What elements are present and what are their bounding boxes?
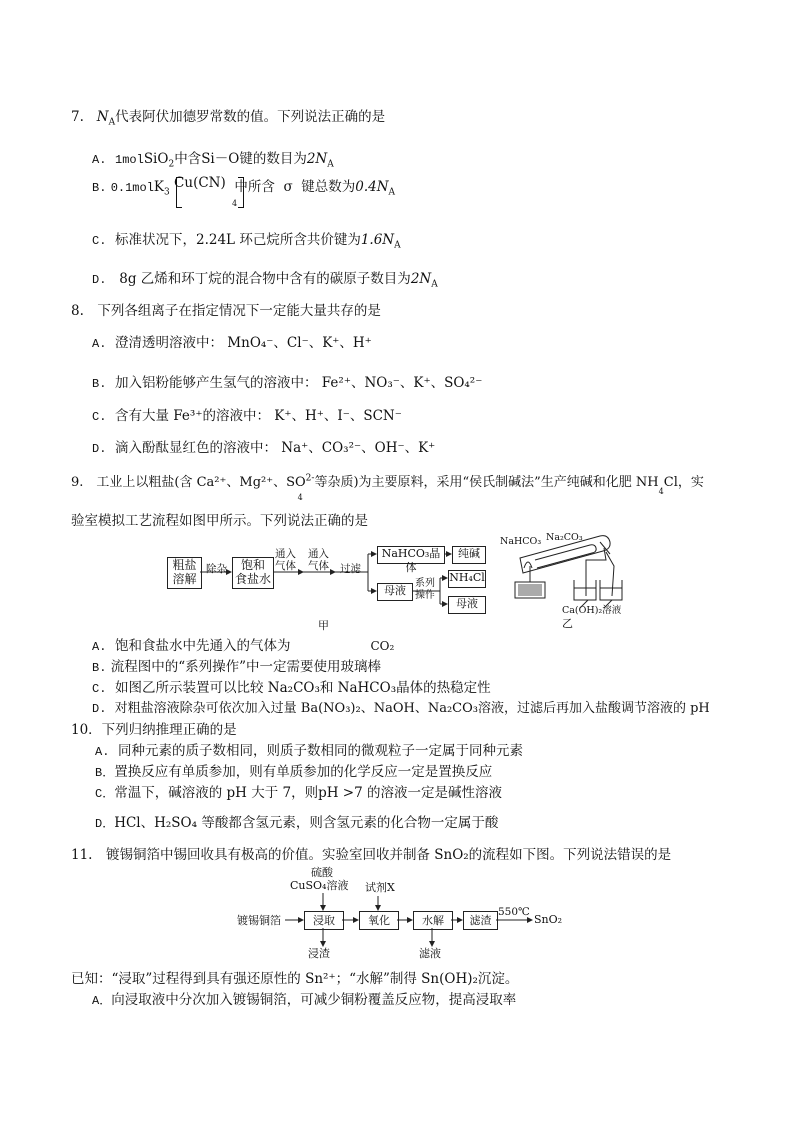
q8-option-b: B. 加入铝粉能够产生氢气的溶液中： Fe²⁺、NO₃⁻、K⁺、SO₄²⁻: [92, 375, 483, 391]
q9-option-a: A. 饱和食盐水中先通入的气体为 CO₂: [92, 638, 395, 654]
label-gas-1: 通入 气体: [275, 548, 296, 572]
label-reagent-x: 试剂X: [365, 881, 395, 894]
q9-stem-line1: 9. 工业上以粗盐(含 Ca²⁺、Mg²⁺、$SO^{2-}$ 4 等杂质)为主要原料，采用“侯氏制碱法”生产纯碱和化肥 $NH_4Cl$，实: [71, 473, 704, 502]
q11-option-a: A．向浸取液中分次加入镀锡铜箔，可减少铜粉覆盖反应物，提高浸取率: [92, 992, 517, 1008]
box-mother-liquor-2: 母液: [448, 596, 486, 614]
q9-option-b: B. 流程图中的“系列操作”中一定需要使用玻璃棒: [92, 659, 382, 675]
label-temp: 550℃: [498, 906, 530, 918]
q7-option-d: D. 8g 乙烯和环丁烷的混合物中含有的碳原子数目为$2N_A$: [92, 271, 438, 290]
label-nahco3: NaHCO₃: [500, 536, 542, 547]
q9-stem-line2: 验室模拟工艺流程如图甲所示。下列说法正确的是: [71, 513, 368, 529]
box-mother-liquor: 母液: [377, 583, 413, 601]
label-na2co3: Na₂CO₃: [546, 532, 583, 543]
label-cuso4: CuSO₄溶液: [290, 879, 349, 892]
box-hydrolysis: 水解: [413, 911, 453, 930]
box-nh4cl: NH₄Cl: [448, 570, 486, 588]
box-nahco3: NaHCO₃晶体: [377, 546, 445, 564]
q8-option-d: D. 滴入酚酞显红色的溶液中： Na⁺、CO₃²⁻、OH⁻、K⁺: [92, 440, 436, 456]
q8-stem: 8. 下列各组离子在指定情况下一定能大量共存的是: [71, 303, 381, 319]
box-crude-salt: 粗盐 溶解: [167, 557, 202, 589]
q8-option-c: C. 含有大量 Fe³⁺的溶液中： K⁺、H⁺、I⁻、SCN⁻: [92, 408, 402, 424]
q10-option-a: A. 同种元素的质子数相同，则质子数相同的微观粒子一定属于同种元素: [95, 743, 523, 759]
label-gas-2: 通入 气体: [308, 548, 329, 572]
box-soda: 纯碱: [452, 546, 486, 564]
label-sulfuric-acid: 硫酸: [311, 866, 333, 879]
q7-option-c: C. 标准状况下，2.24L 环己烷所含共价键为$1.6N_A$: [92, 232, 401, 251]
label-product-sno2: SnO₂: [534, 913, 563, 926]
label-filtrate: 滤液: [419, 947, 441, 960]
q9-option-c: C. 如图乙所示装置可以比较 Na₂CO₃和 NaHCO₃晶体的热稳定性: [92, 680, 491, 696]
q11-stem: 11. 镀锡铜箔中锡回收具有极高的价值。实验室回收并制备 SnO₂的流程如下图。下列说法错误的是: [71, 847, 672, 863]
box-leach: 浸取: [304, 911, 344, 930]
q7-option-b: B. 0.1molK$_3$ Cu(CN) 中所含 σ 键总数为$0.4N_A$: [92, 175, 396, 198]
q10-option-b: B．置换反应有单质参加，则有单质参加的化学反应一定是置换反应: [95, 764, 493, 780]
label-leach-residue: 浸渣: [308, 947, 330, 960]
label-remove-impurity: 除杂: [206, 563, 227, 575]
box-saturated-brine: 饱和 食盐水: [232, 557, 274, 589]
q7-option-a: A. 1molSiO$_2$中含Si－O键的数目为$2N_A$: [92, 151, 334, 170]
label-start-foil: 镀锡铜箔: [237, 914, 281, 927]
caption-jia: 甲: [318, 619, 329, 632]
q9-option-d: D. 对粗盐溶液除杂可依次加入过量 Ba(NO₃)₂、NaOH、Na₂CO₃溶液，过滤后再加入盐酸调节溶液的 pH: [92, 701, 710, 716]
bracket-subscript: 4: [232, 199, 238, 208]
q10-option-d: D．HCl、H₂SO₄ 等酸都含氢元素，则含氢元素的化合物一定属于酸: [95, 815, 499, 831]
q7-stem: 7. $N_A$代表阿伏加德罗常数的值。下列说法正确的是: [71, 109, 386, 128]
label-caoh2: Ca(OH)₂溶液: [562, 605, 622, 616]
label-filter: 过滤: [340, 563, 361, 575]
label-series-ops: 系列 操作: [415, 578, 435, 601]
q11-note: 已知：“浸取”过程得到具有强还原性的 Sn²⁺；“水解”制得 Sn(OH)₂沉淀。: [71, 971, 519, 987]
box-oxidize: 氧化: [359, 911, 399, 930]
q8-option-a: A. 澄清透明溶液中： MnO₄⁻、Cl⁻、K⁺、H⁺: [92, 335, 372, 351]
caption-yi: 乙: [562, 617, 573, 630]
box-residue: 滤渣: [463, 911, 498, 930]
q10-option-c: C．常温下，碱溶液的 pH 大于 7，则pH >7 的溶液一定是碱性溶液: [95, 785, 502, 801]
q10-stem: 10．下列归纳推理正确的是: [71, 722, 237, 738]
